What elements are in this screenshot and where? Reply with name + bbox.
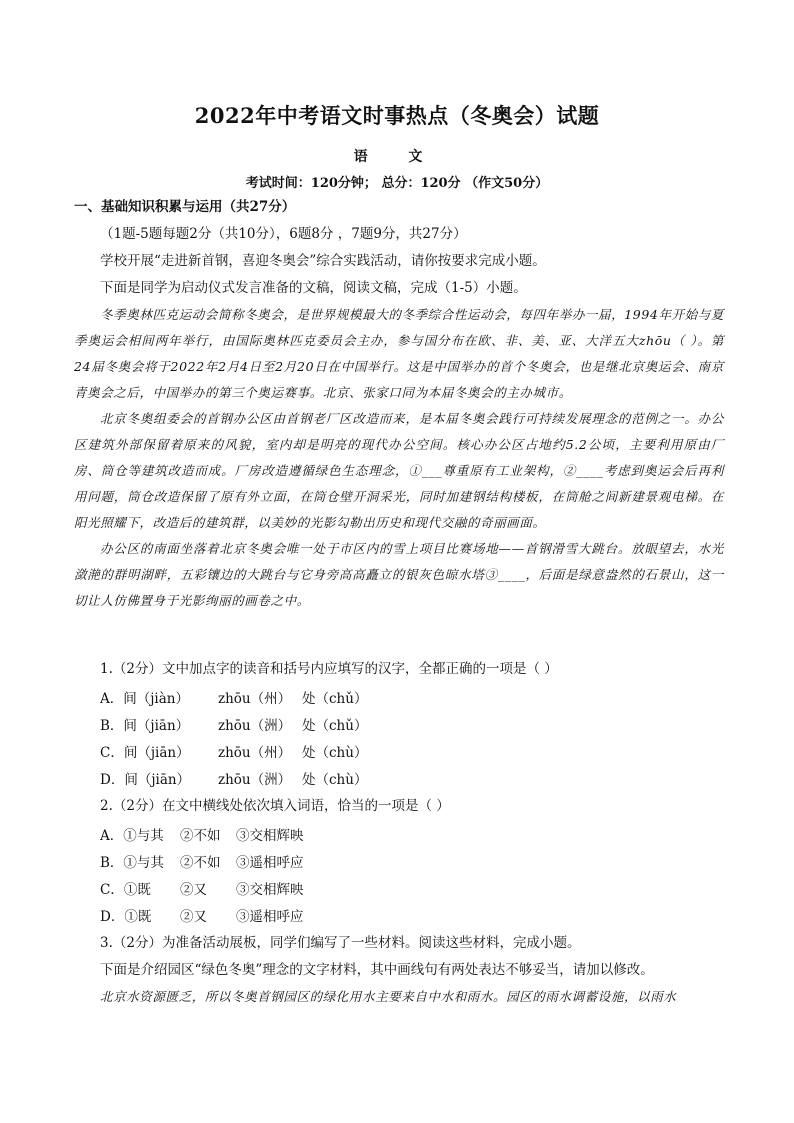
subject-label: 语 文 bbox=[353, 149, 441, 165]
passage-paragraph-3: 办公区的南面坐落着北京冬奥会唯一处于市区内的雪上项目比赛场地——首钢滑雪大跳台。放眼望去，水光潋滟的群明湖畔，五彩镶边的大跳台与它身旁高高矗立的银灰色晾水塔③____，后面是绿意盎然的石景山，这一切让人仿佛置身于光影绚丽的画卷之中。 bbox=[74, 541, 724, 608]
question-2-option-b[interactable]: B．①与其 ②不如 ③遥相呼应 bbox=[100, 855, 304, 871]
question-2-option-a[interactable]: A．①与其 ②不如 ③交相辉映 bbox=[100, 828, 304, 844]
passage-intro: 下面是同学为启动仪式发言准备的文稿，阅读文稿，完成（1-5）小题。 bbox=[100, 280, 527, 296]
question-3-stem: 3.（2分）为准备活动展板，同学们编写了一些材料。阅读这些材料，完成小题。 bbox=[100, 935, 581, 951]
question-1-stem: 1.（2分）文中加点字的读音和括号内应填写的汉字，全都正确的一项是（ ） bbox=[100, 661, 558, 677]
passage-paragraph-1: 冬季奥林匹克运动会简称冬奥会，是世界规模最大的冬季综合性运动会，每四年举办一届，1994年开始与夏季奥运会相间两年举行，由国际奥林匹克委员会主办，参与国分布在欧、非、美、亚、大洋五大zhōu（ ）。第24届冬奥会将于2022年2月4日至2月20日在中国举行。这是中国举办的首个冬奥会，也是继北京奥运会、南京青奥会之后，中国举办的第三个奥运赛事。北京、张家口同为本届冬奥会的主办城市。 bbox=[74, 307, 724, 400]
page-title: 2022年中考语文时事热点（冬奥会）试题 bbox=[194, 103, 600, 128]
question-3-passage: 北京水资源匮乏，所以冬奥首钢园区的绿化用水主要来自中水和雨水。园区的雨水调蓄设施，以雨水 bbox=[100, 989, 677, 1004]
activity-intro: 学校开展“走进新首钢，喜迎冬奥会”综合实践活动，请你按要求完成小题。 bbox=[100, 253, 546, 269]
question-1-option-a[interactable]: A．间（jiàn） zhōu（州） 处（chǔ） bbox=[100, 691, 368, 707]
question-2-option-c[interactable]: C．①既 ②又 ③交相辉映 bbox=[100, 882, 304, 898]
section-heading: 一、基础知识积累与运用（共27分） bbox=[74, 199, 296, 215]
question-3-intro: 下面是介绍园区“绿色冬奥”理念的文字材料，其中画线句有两处表达不够妥当，请加以修改。 bbox=[100, 962, 654, 978]
question-1-option-c[interactable]: C．间（jiān） zhōu（州） 处（chù） bbox=[100, 745, 368, 761]
passage-paragraph-2: 北京冬奥组委会的首钢办公区由首钢老厂区改造而来，是本届冬奥会践行可持续发展理念的范例之一。办公区建筑外部保留着原来的风貌，室内却是明亮的现代办公空间。核心办公区占地约5.2公顷，主要利用原由厂房、筒仓等建筑改造而成。厂房改造遵循绿色生态理念，①___尊重原有工业架构，②____考虑到奥运会后再利用问题，筒仓改造保留了原有外立面，在筒仓壁开洞采光，同时加建钢结构楼板，在筒舱之间新建景观电梯。在阳光照耀下，改造后的建筑群，以美妙的光影勾勒出历史和现代交融的奇丽画面。 bbox=[74, 411, 724, 530]
scoring-note: （1题-5题每题2分（共10分），6题8分 ，7题9分，共27分） bbox=[100, 226, 467, 242]
question-1-option-b[interactable]: B．间（jiān） zhōu（洲） 处（chǔ） bbox=[100, 718, 368, 734]
exam-info: 考试时间：120分钟； 总分：120分 （作文50分） bbox=[245, 176, 549, 191]
question-1-option-d[interactable]: D．间（jiān） zhōu（洲） 处（chù） bbox=[100, 772, 368, 788]
question-2-stem: 2.（2分）在文中横线处依次填入词语，恰当的一项是（ ） bbox=[100, 798, 450, 814]
reading-passage bbox=[74, 302, 724, 614]
question-2-option-d[interactable]: D．①既 ②又 ③遥相呼应 bbox=[100, 909, 304, 925]
